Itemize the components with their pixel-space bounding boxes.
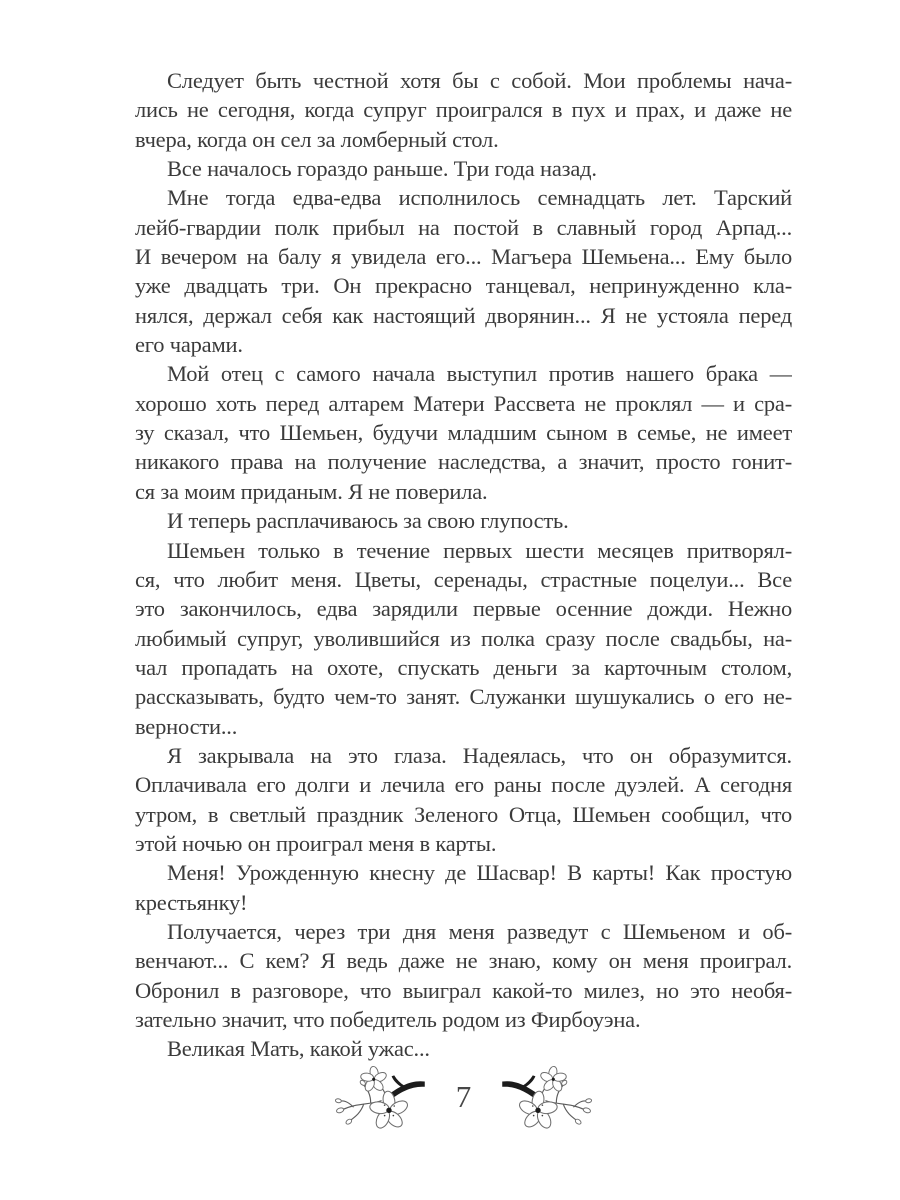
- text-line: Обронил в разговоре, что выиграл какой-то милез, но это необя-: [135, 977, 792, 1003]
- text-line: его чарами.: [135, 332, 243, 358]
- text-line: вчера, когда он сел за ломберный стол.: [135, 126, 499, 152]
- text-line: ся за моим приданым. Я не поверила.: [135, 478, 488, 504]
- text-line: зательно значит, что победитель родом из Фирбоуэна.: [135, 1007, 641, 1032]
- text-line: Все началось гораздо раньше. Три года назад.: [167, 156, 597, 182]
- text-line: Мой отец с самого начала выступил против нашего брака —: [167, 361, 792, 387]
- text-line: хорошо хоть перед алтарем Матери Рассвета не проклял — и сра-: [135, 390, 792, 416]
- text-line: рассказывать, будто чем-то занят. Служанки шушукались о его не-: [135, 684, 792, 710]
- text-line: никакого права на получение наследства, а значит, просто гонит-: [135, 449, 792, 475]
- text-line: И теперь расплачиваюсь за свою глупость.: [167, 508, 569, 534]
- blossom-branch-left-icon: [334, 1058, 430, 1140]
- text-line: Мне тогда едва-едва исполнилось семнадцать лет. Тарский: [167, 185, 792, 211]
- text-line: венчают... С кем? Я ведь даже не знаю, кому он меня проиграл.: [135, 948, 792, 974]
- text-line: это закончилось, едва зарядили первые осенние дожди. Нежно: [135, 596, 792, 622]
- text-line: нялся, держал себя как настоящий дворянин... Я не устояла перед: [135, 302, 792, 328]
- text-line: крестьянку!: [135, 889, 248, 915]
- text-line: Получается, через три дня меня разведут с Шемьеном и об-: [167, 918, 792, 944]
- text-line: чал пропадать на охоте, спускать деньги за карточным столом,: [135, 654, 792, 680]
- text-line: Я закрывала на это глаза. Надеялась, что он образумится.: [167, 742, 792, 768]
- text-block: [135, 66, 792, 1064]
- text-line: уже двадцать три. Он прекрасно танцевал, непринужденно кла-: [135, 273, 792, 299]
- text-line: лись не сегодня, когда супруг проигрался в пух и прах, и даже не: [135, 97, 792, 123]
- text-line: Великая Мать, какой ужас...: [167, 1036, 430, 1062]
- blossom-branch-right-icon: [497, 1058, 593, 1140]
- page-number: 7: [455, 1078, 472, 1114]
- text-line: зу сказал, что Шемьен, будучи младшим сыном в семье, не имеет: [135, 420, 792, 446]
- text-line: Меня! Урожденную кнесну де Шасвар! В карты! Как простую: [167, 860, 792, 886]
- text-line: Шемьен только в течение первых шести месяцев притворял-: [167, 537, 792, 563]
- text-line: этой ночью он проиграл меня в карты.: [135, 830, 497, 856]
- text-line: любимый супруг, уволившийся из полка сразу после свадьбы, на-: [135, 625, 792, 651]
- page-footer: [135, 1058, 792, 1140]
- text-line: И вечером на балу я увидела его... Магъера Шемьена... Ему было: [135, 244, 792, 270]
- text-line: Оплачивала его долги и лечила его раны после дуэлей. А сегодня: [135, 772, 792, 798]
- text-line: утром, в светлый праздник Зеленого Отца, Шемьен сообщил, что: [135, 801, 792, 827]
- text-line: ся, что любит меня. Цветы, серенады, страстные поцелуи... Все: [135, 566, 792, 592]
- text-line: Следует быть честной хотя бы с собой. Мои проблемы нача-: [167, 68, 792, 93]
- text-line: верности...: [135, 713, 238, 739]
- text-line: лейб-гвардии полк прибыл на постой в славный город Арпад...: [135, 214, 792, 240]
